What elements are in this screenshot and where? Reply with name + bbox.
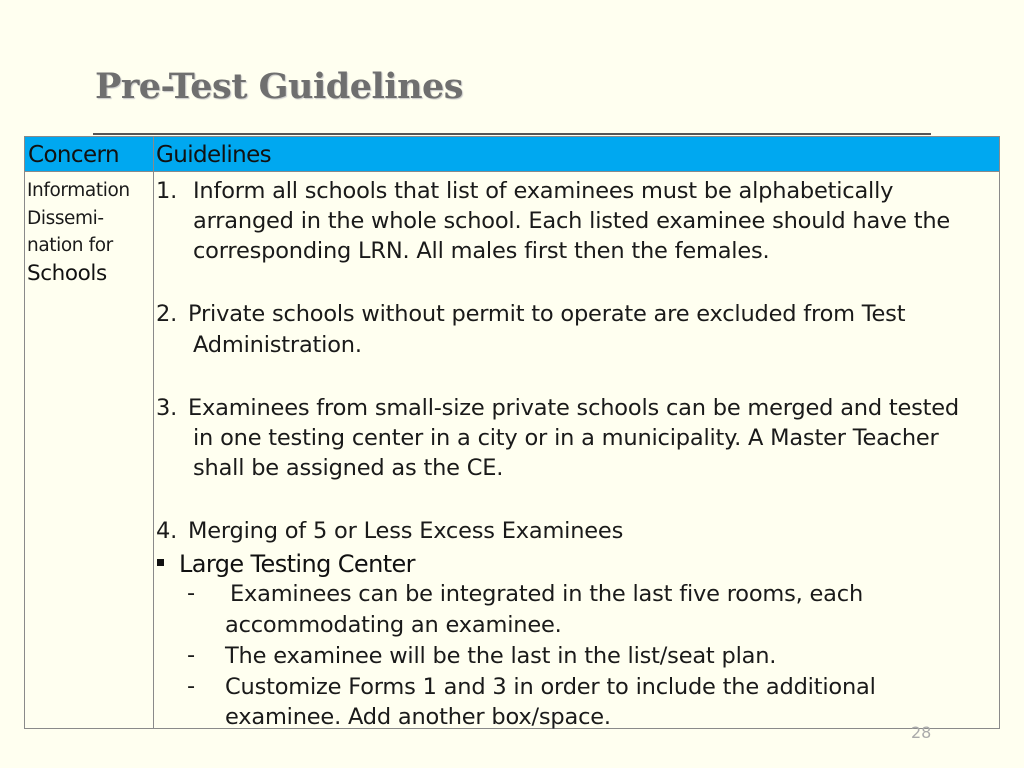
sub-item-line: Examinees can be integrated in the last five rooms, each <box>230 581 864 607</box>
sub-item-line: The examinee will be the last in the list/seat plan. <box>225 643 777 669</box>
guideline-line: Examinees from small-size private schools can be merged and tested <box>188 395 960 421</box>
sub-item-line: accommodating an examinee. <box>225 612 562 638</box>
guideline-line: corresponding LRN. All males first then the females. <box>193 238 770 264</box>
title-underline <box>93 133 931 135</box>
concern-line: nation for <box>27 235 113 256</box>
guidelines-table <box>24 136 1000 729</box>
square-bullet-icon <box>157 559 164 566</box>
concern-line: Schools <box>27 260 107 286</box>
dash-bullet: - <box>187 673 195 699</box>
guideline-line: in one testing center in a city or in a municipality. A Master Teacher <box>193 425 939 451</box>
item-number: 4. <box>156 518 178 544</box>
sub-heading: Large Testing Center <box>179 550 415 578</box>
sub-item-line: examinee. Add another box/space. <box>225 704 611 730</box>
guideline-line: arranged in the whole school. Each listed examinee should have the <box>193 208 951 234</box>
page-number: 28 <box>911 723 932 742</box>
column-divider <box>153 137 154 728</box>
slide-title: Pre-Test Guidelines <box>95 66 463 107</box>
guideline-line: Merging of 5 or Less Excess Examinees <box>188 518 624 544</box>
guideline-line: shall be assigned as the CE. <box>193 455 504 481</box>
dash-bullet: - <box>187 642 195 668</box>
item-number: 3. <box>156 395 178 421</box>
concern-cell <box>27 177 151 287</box>
sub-item-line: Customize Forms 1 and 3 in order to include the additional <box>225 674 876 700</box>
guideline-line: Inform all schools that list of examinees must be alphabetically <box>193 178 894 204</box>
concern-line: Information <box>27 180 130 201</box>
item-number: 2. <box>156 301 178 327</box>
guideline-line: Administration. <box>193 332 362 358</box>
dash-bullet: - <box>187 580 195 606</box>
header-guidelines: Guidelines <box>156 142 272 168</box>
guideline-line: Private schools without permit to operate are excluded from Test <box>188 301 906 327</box>
concern-line: Dissemi- <box>27 207 104 229</box>
table-header-row <box>25 137 999 172</box>
header-concern: Concern <box>28 142 119 168</box>
item-number: 1. <box>156 178 178 204</box>
